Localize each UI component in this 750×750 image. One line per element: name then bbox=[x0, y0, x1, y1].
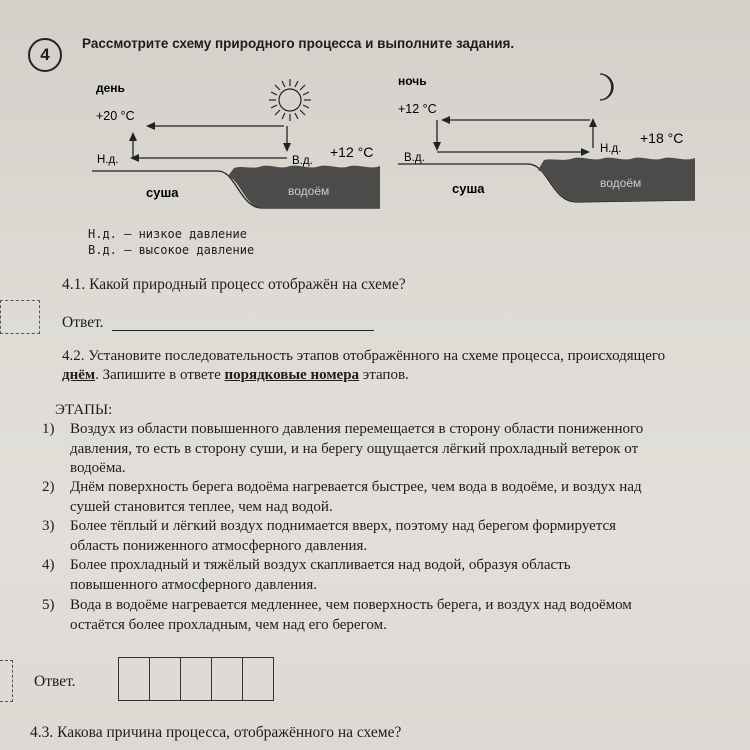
day-high-pressure: В.д. bbox=[292, 155, 313, 167]
moon-icon bbox=[600, 74, 613, 100]
night-water-temp: +18 °C bbox=[640, 130, 684, 146]
stage-item-4: 4) Более прохладный и тяжёлый воздух скапливается над водой, образуя область повышенного атмосферного давления. bbox=[42, 557, 571, 593]
question-4-2: 4.2. Установите последовательность этапов отображённого на схеме процесса, происходящего днём. Запишите в ответе порядковые номера этапов. bbox=[62, 348, 666, 383]
answer-label-4-1: Ответ. bbox=[62, 314, 104, 331]
answer-cell[interactable] bbox=[181, 658, 212, 700]
legend-high: В.д. – высокое давление bbox=[88, 243, 255, 257]
legend-low: Н.д. – низкое давление bbox=[88, 227, 247, 241]
answer-line-4-1[interactable] bbox=[112, 330, 374, 331]
score-box-4-2 bbox=[0, 660, 13, 702]
day-low-pressure: Н.д. bbox=[97, 154, 119, 166]
night-low-pressure: Н.д. bbox=[600, 143, 622, 155]
task-title: Рассмотрите схему природного процесса и выполните задания. bbox=[82, 36, 515, 51]
night-label: ночь bbox=[398, 74, 427, 88]
answer-cells-4-2[interactable] bbox=[118, 657, 274, 701]
day-air-temp: +20 °C bbox=[96, 109, 135, 123]
day-land-label: суша bbox=[146, 185, 179, 200]
night-air-temp: +12 °C bbox=[398, 102, 437, 116]
stages-title: ЭТАПЫ: bbox=[55, 402, 113, 418]
night-land-label: суша bbox=[452, 181, 485, 196]
answer-label-4-2: Ответ. bbox=[34, 673, 76, 690]
stage-item-2: 2) Днём поверхность берега водоёма нагревается быстрее, чем вода в водоёме, и воздух над сушей становится теплее, чем над водой. bbox=[42, 479, 642, 515]
night-water-label: водоём bbox=[600, 176, 642, 190]
stage-item-5: 5) Вода в водоёме нагревается медленнее, чем поверхность берега, и воздух над водоёмом остаётся более прохладным, чем над его берегом. bbox=[42, 597, 632, 633]
task-number: 4 bbox=[28, 38, 62, 72]
question-4-1: 4.1. Какой природный процесс отображён на схеме? bbox=[62, 276, 406, 293]
answer-cell[interactable] bbox=[243, 658, 273, 700]
sun-icon bbox=[269, 79, 311, 121]
answer-cell[interactable] bbox=[212, 658, 243, 700]
answer-cell[interactable] bbox=[119, 658, 150, 700]
day-label: день bbox=[96, 81, 125, 95]
question-4-3: 4.3. Какова причина процесса, отображённого на схеме? bbox=[30, 724, 402, 741]
stage-item-1: 1) Воздух из области повышенного давления перемещается в сторону области пониженного давления, то есть в сторону суши, и на берегу ощущается лёгкий прохладный ветерок от водоёма. bbox=[42, 421, 644, 476]
answer-cell[interactable] bbox=[150, 658, 181, 700]
day-water-temp: +12 °C bbox=[330, 144, 374, 160]
night-high-pressure: В.д. bbox=[404, 152, 425, 164]
day-water-label: водоём bbox=[288, 184, 330, 198]
score-box-4-1 bbox=[0, 300, 40, 334]
stage-item-3: 3) Более тёплый и лёгкий воздух поднимается вверх, поэтому над берегом формируется область пониженного атмосферного давления. bbox=[42, 518, 617, 554]
